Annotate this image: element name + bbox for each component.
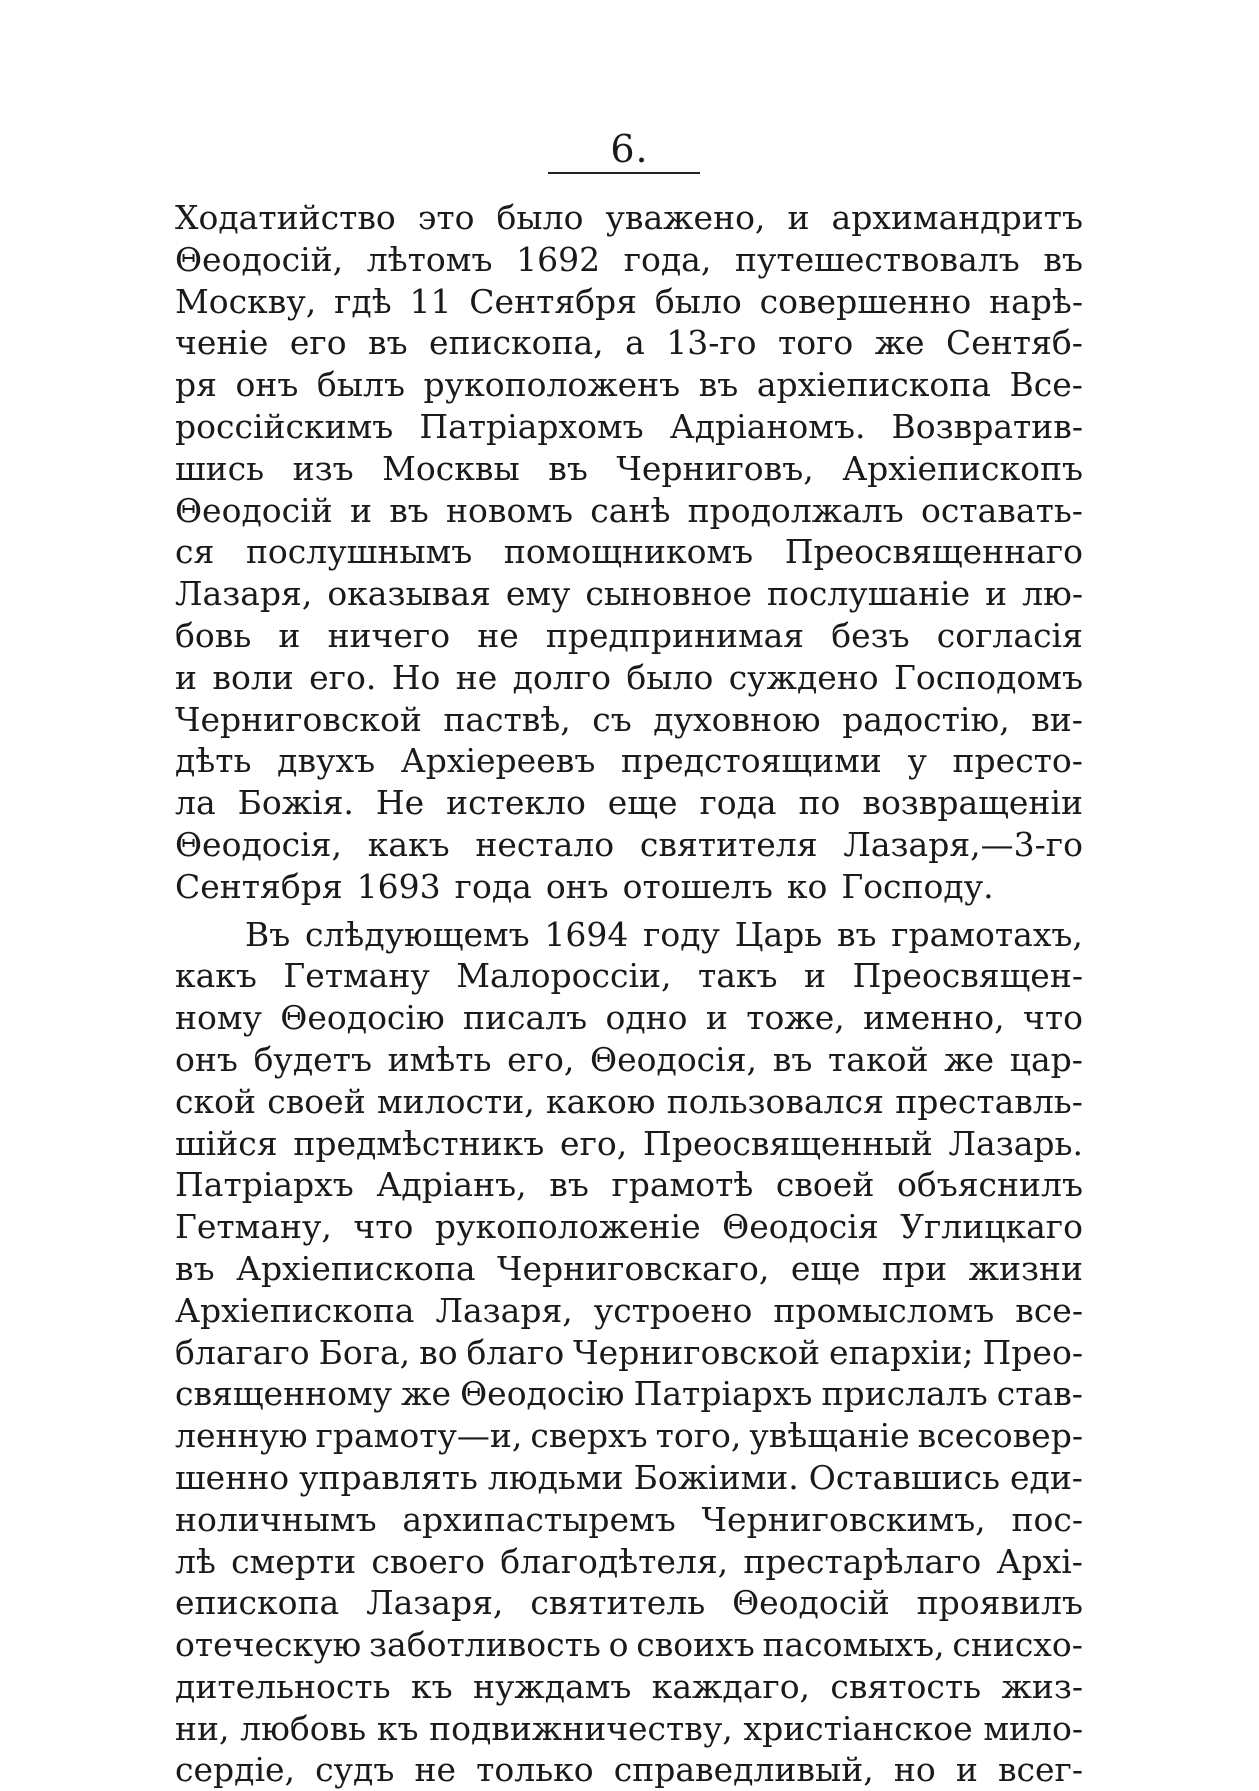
text-line: Патріархъ Адріанъ, въ грамотѣ своей объяснилъ xyxy=(175,1165,1083,1205)
text-line: Θеодосій, лѣтомъ 1692 года, путешествовалъ въ xyxy=(175,239,1083,279)
text-line: шись изъ Москвы въ Черниговъ, Архіепископъ xyxy=(175,448,1083,488)
text-line: ному Θеодосію писалъ одно и тоже, именно, что xyxy=(175,998,1083,1038)
text-line: ленную грамоту—и, сверхъ того, увѣщаніе всесовер- xyxy=(175,1416,1083,1456)
text-line: священному же Θеодосію Патріархъ прислалъ став- xyxy=(175,1374,1083,1414)
page-number: 6. xyxy=(610,127,649,171)
text-line: ла Божія. Не истекло еще года по возвращеніи xyxy=(175,783,1083,823)
text-line: ноличнымъ архипастыремъ Черниговскимъ, пос- xyxy=(175,1499,1083,1539)
text-line: Въ слѣдующемъ 1694 году Царь въ грамотахъ, xyxy=(245,914,1083,954)
text-line: епископа Лазаря, святитель Θеодосій проявилъ xyxy=(175,1583,1083,1623)
text-line: ченіе его въ епископа, а 13-го того же Сентяб- xyxy=(175,323,1083,363)
text-line: ся послушнымъ помощникомъ Преосвященнаго xyxy=(175,532,1083,572)
page-number-rule xyxy=(548,172,700,174)
text-line: Архіепископа Лазаря, устроено промысломъ все- xyxy=(175,1290,1083,1330)
text-line: шійся предмѣстникъ его, Преосвященный Лазарь. xyxy=(175,1123,1083,1163)
text-line: Θеодосій и въ новомъ санѣ продолжалъ оставать- xyxy=(175,490,1083,530)
text-line: благаго Бога, во благо Черниговской епархіи; Прео- xyxy=(175,1332,1083,1372)
text-line: дѣть двухъ Архіереевъ предстоящими у престо- xyxy=(175,741,1083,781)
body-text xyxy=(175,197,1083,1791)
text-line: Сентября 1693 года онъ отошелъ ко Господу. xyxy=(175,866,994,906)
text-line: лѣ смерти своего благодѣтеля, престарѣлаго Архі- xyxy=(175,1541,1083,1581)
text-line: сердіе, судъ не только справедливый, но и всег- xyxy=(175,1750,1083,1790)
text-line: Θеодосія, какъ нестало святителя Лазаря,—3-го xyxy=(175,824,1083,864)
text-line: шенно управлять людьми Божіими. Оставшись еди- xyxy=(175,1457,1083,1497)
text-line: въ Архіепископа Черниговскаго, еще при жизни xyxy=(175,1248,1083,1288)
text-line: дительность къ нуждамъ каждаго, святость жиз- xyxy=(175,1666,1083,1706)
text-line: ской своей милости, какою пользовался преставль- xyxy=(175,1081,1083,1121)
text-line: Москву, гдѣ 11 Сентября было совершенно нарѣ- xyxy=(175,281,1083,321)
text-line: Черниговской паствѣ, съ духовною радостію, ви- xyxy=(175,699,1083,739)
text-line: Ходатийство это было уважено, и архимандритъ xyxy=(175,198,1083,237)
text-line: и воли его. Но не долго было суждено Господомъ xyxy=(175,657,1083,697)
text-line: отеческую заботливость о своихъ пасомыхъ, снисхо- xyxy=(175,1625,1083,1665)
text-line: онъ будетъ имѣть его, Θеодосія, въ такой же цар- xyxy=(175,1039,1083,1079)
text-line: какъ Гетману Малороссіи, такъ и Преосвящен- xyxy=(175,956,1083,996)
text-line: Гетману, что рукоположеніе Θеодосія Углицкаго xyxy=(175,1207,1083,1247)
text-line: ни, любовь къ подвижничеству, христіанское мило- xyxy=(175,1708,1083,1748)
text-line: Лазаря, оказывая ему сыновное послушаніе и лю- xyxy=(175,574,1083,614)
text-line: бовь и ничего не предпринимая безъ согласія xyxy=(175,615,1083,655)
text-line: ря онъ былъ рукоположенъ въ архіепископа Все- xyxy=(175,365,1083,405)
text-line: россійскимъ Патріархомъ Адріаномъ. Возвратив- xyxy=(175,406,1083,446)
